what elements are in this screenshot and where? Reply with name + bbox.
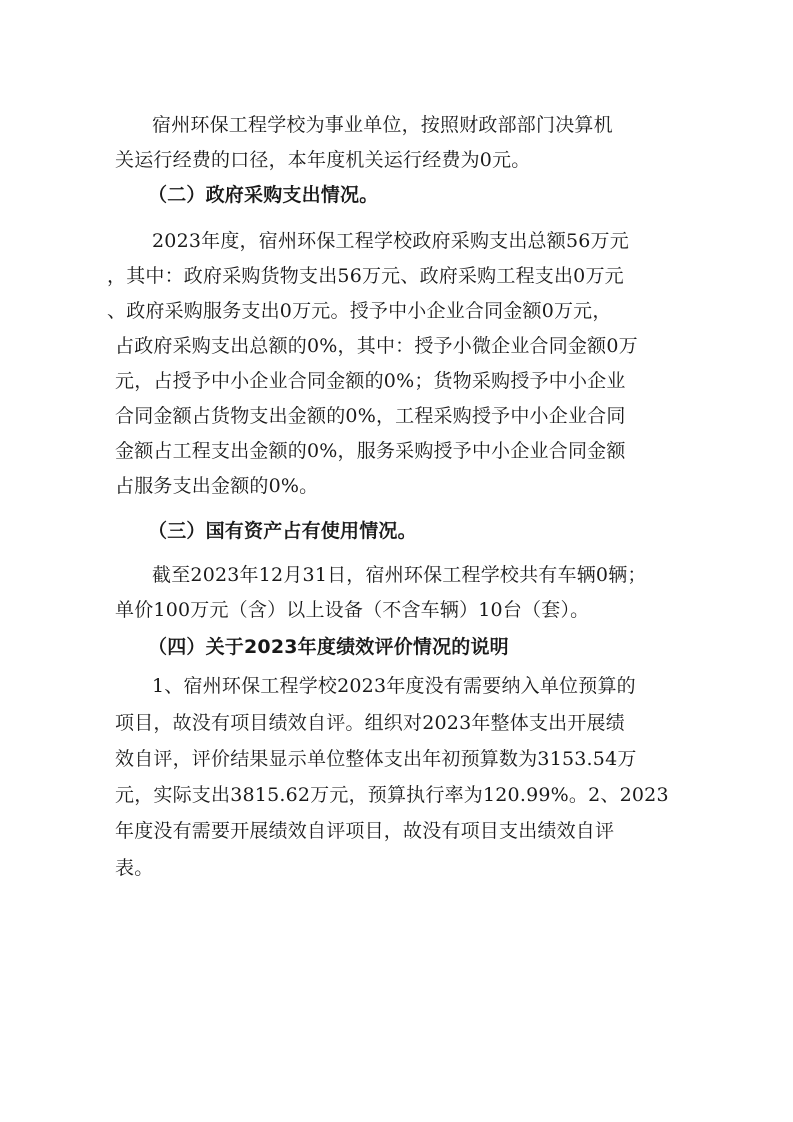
paragraph-line: 宿州环保工程学校为事业单位，按照财政部部门决算机 bbox=[152, 114, 613, 136]
paragraph-line: 项目，故没有项目绩效自评。组织对2023年整体支出开展绩 bbox=[115, 712, 625, 734]
paragraph-line: 年度没有需要开展绩效自评项目，故没有项目支出绩效自评 bbox=[115, 820, 615, 842]
paragraph-line: 表。 bbox=[115, 857, 154, 879]
paragraph-line: 、政府采购服务支出0万元。授予中小企业合同金额0万元， bbox=[107, 300, 612, 322]
paragraph-line: 占服务支出金额的0%。 bbox=[115, 475, 319, 497]
section-heading-state-assets: （三）国有资产占有使用情况。 bbox=[148, 520, 417, 542]
paragraph-line: 单价100万元（含）以上设备（不含车辆）10台（套）。 bbox=[115, 599, 590, 621]
paragraph-line: 元，占授予中小企业合同金额的0%；货物采购授予中小企业 bbox=[115, 370, 626, 392]
paragraph-line: 关运行经费的口径，本年度机关运行经费为0元。 bbox=[115, 149, 531, 171]
paragraph-line: 元，实际支出3815.62万元，预算执行率为120.99%。2、2023 bbox=[115, 784, 669, 806]
paragraph-line: 金额占工程支出金额的0%，服务采购授予中小企业合同金额 bbox=[115, 440, 626, 462]
paragraph-line: 2023年度，宿州环保工程学校政府采购支出总额56万元 bbox=[152, 230, 629, 252]
paragraph-line: 截至2023年12月31日，宿州环保工程学校共有车辆0辆； bbox=[152, 564, 647, 586]
paragraph-line: 效自评，评价结果显示单位整体支出年初预算数为3153.54万 bbox=[115, 748, 637, 770]
paragraph-line: 占政府采购支出总额的0%，其中：授予小微企业合同金额0万 bbox=[115, 335, 638, 357]
paragraph-line: 合同金额占货物支出金额的0%，工程采购授予中小企业合同 bbox=[115, 405, 626, 427]
paragraph-line: 1、宿州环保工程学校2023年度没有需要纳入单位预算的 bbox=[152, 675, 636, 697]
section-heading-government-procurement: （二）政府采购支出情况。 bbox=[148, 184, 379, 206]
paragraph-line: ，其中：政府采购货物支出56万元、政府采购工程支出0万元 bbox=[107, 265, 624, 287]
section-heading-performance-evaluation: （四）关于2023年度绩效评价情况的说明 bbox=[148, 636, 509, 658]
